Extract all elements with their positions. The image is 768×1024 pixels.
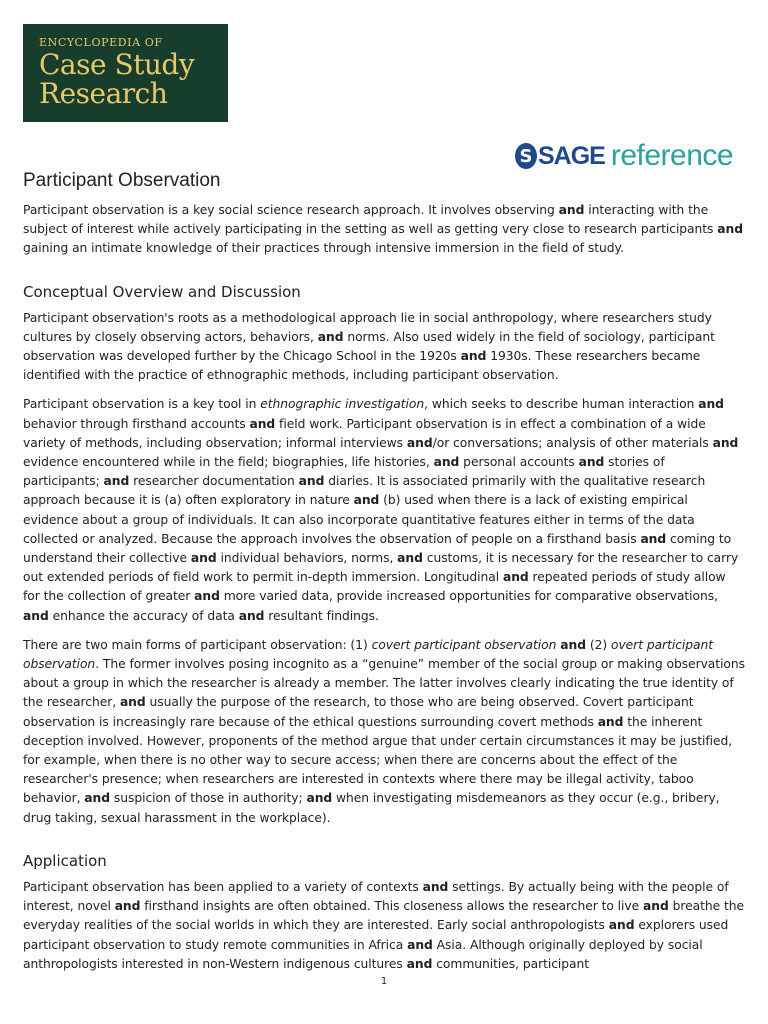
logo-line-2: Case Study [39, 48, 195, 81]
sage-reference-logo [515, 138, 733, 174]
logo-line-1: ENCYCLOPEDIA OF [39, 36, 163, 49]
intro-paragraph: Participant observation is a key social science research approach. It involves observing and interacting with the subject of interest while actively participating in the setting as well as getting very close to research participants and gaining an intimate knowledge of their practices through intensive immersion in the field of study. [23, 203, 743, 256]
body-paragraph: Participant observation has been applied to a variety of contexts and settings. By actually being with the people of interest, novel and firsthand insights are often obtained. This closeness allows the researcher to live and breathe the everyday realities of the social worlds in which they are interested. Early social anthropologists and explorers used participant observation to study remote communities in Africa and Asia. Although originally deployed by social anthropologists interested in non-Western indigenous cultures and communities, participant [23, 879, 745, 971]
sage-wordmark: SAGE [538, 141, 605, 170]
section-heading-overview: Conceptual Overview and Discussion [23, 282, 301, 301]
logo-line-3: Research [39, 77, 168, 110]
page-number: 1 [380, 976, 388, 987]
article-body [23, 170, 745, 984]
section-heading-application: Application [23, 851, 107, 870]
reference-wordmark: reference [610, 139, 734, 172]
body-paragraph: Participant observation is a key tool in ethnographic investigation, which seeks to describe human interaction and behavior through firsthand accounts and field work. Participant observation is in effect a combination of a wide variety of methods, including observation; informal interviews and/or conversations; analysis of other materials and evidence encountered while in the field; biographies, life histories, and personal accounts and stories of participants; and researcher documentation and diaries. It is associated primarily with the qualitative research approach because it is (a) often exploratory in nature and (b) used when there is a lack of existing empirical evidence about a group of individuals. It can also incorporate quantitative features either in terms of the data collected or analyzed. Because the approach involves the observation of people on a firsthand basis and coming to understand their collective and individual behaviors, norms, and customs, it is necessary for the researcher to carry out extended periods of field work to permit in-depth immersion. Longitudinal and repeated periods of study allow for the collection of greater and more varied data, provide increased opportunities for comparative observations, and enhance the accuracy of data and resultant findings. [23, 397, 739, 623]
article-title: Participant Observation [23, 170, 221, 191]
body-paragraph: There are two main forms of participant observation: (1) covert participant observation and (2) overt participant observation. The former involves posing incognito as a “genuine” member of the social group or making observations about a group in which the researcher is already a member. The latter involves clearly indicating the true identity of the researcher, and usually the purpose of the research, to those who are being observed. Covert participant observation is increasingly rare because of the ethical questions surrounding covert methods and the inherent deception involved. However, proponents of the method argue that under certain circumstances it may be justified, for example, when there is no other way to secure access; when there are concerns about the effect of the researcher's presence; when researchers are interested in contexts where there may be illegal activity, taboo behavior, and suspicion of those in authority; and when investigating misdemeanors as they occur (e.g., bribery, drug taking, sexual harassment in the workplace). [23, 637, 746, 825]
sage-s-icon: S [515, 143, 537, 169]
encyclopedia-logo [23, 24, 228, 122]
body-paragraph: Participant observation's roots as a methodological approach lie in social anthropology, where researchers study cultures by closely observing actors, behaviors, and norms. Also used widely in the field of sociology, participant observation was developed further by the Chicago School in the 1920s and 1930s. These researchers became identified with the practice of ethnographic methods, including participant observation. [23, 310, 715, 383]
